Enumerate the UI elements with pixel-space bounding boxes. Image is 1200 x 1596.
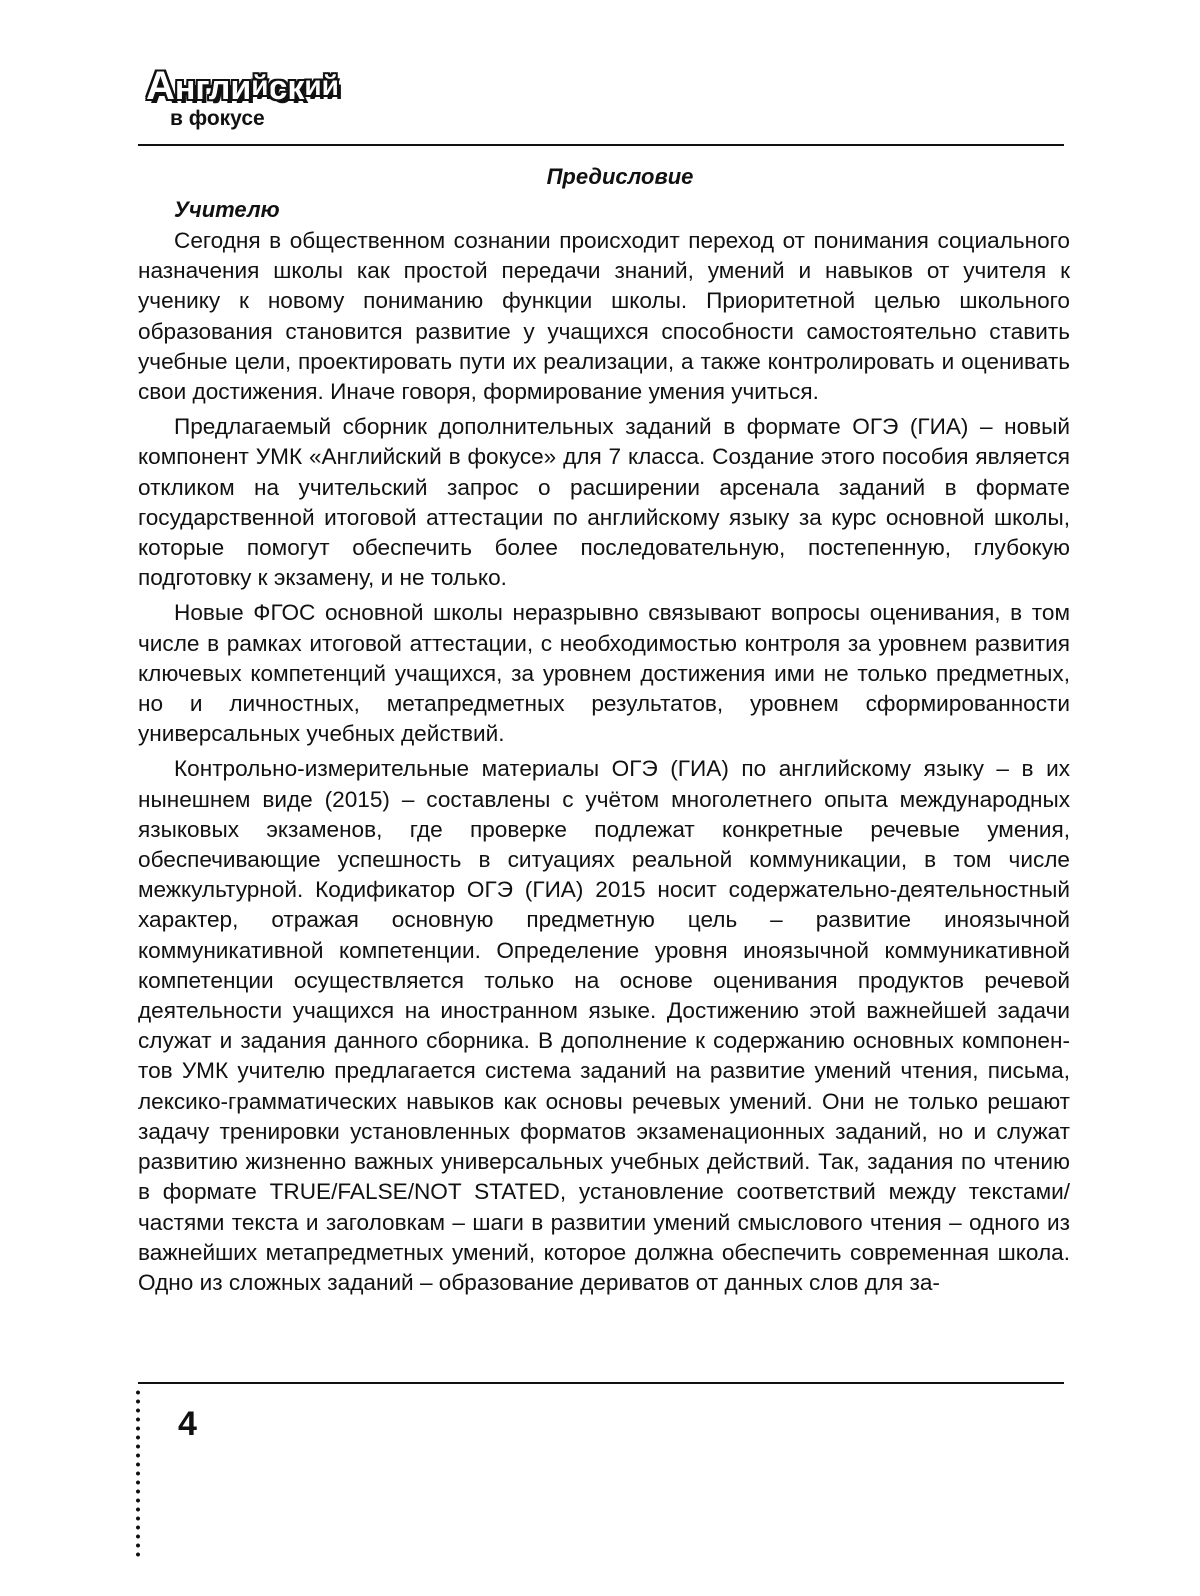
logo-subtitle: в фокусе — [170, 107, 265, 130]
paragraph-1: Сегодня в общественном сознании происходит переход от понимания социального назначения школы как простой передачи знаний, умений и навыков от учителя к ученику к новому пониманию функции школы. Приоритетной целью школьного образования становится развитие у учащихся способности самостоятельно ставить учебные цели, проектировать пути их реализации, а также контролировать и оценивать свои достижения. Иначе говоря, формирование умения учиться. — [138, 228, 1070, 405]
footer-rule — [138, 1382, 1064, 1384]
page-number: 4 — [178, 1405, 197, 1443]
section-addressee: Учителю — [174, 197, 280, 222]
logo-letter-a: А — [146, 64, 175, 108]
paragraph-2: Предлагаемый сборник дополнительных заданий в формате ОГЭ (ГИА) – новый компонент УМК «Английский в фокусе» для 7 класса. Создание этого пособия является откликом на учительский запрос о расширении арсенала заданий в формате государственной итоговой аттестации по английскому языку за курс основной школы, которые помогут обеспечить более последовательную, постепенную, глубокую подготовку к экзамену, и не только. — [138, 414, 1070, 591]
logo-letters-ngli: нгли — [174, 69, 252, 107]
page-content — [138, 160, 1070, 1298]
page-title: Предисловие — [546, 164, 694, 189]
series-logo — [146, 66, 346, 132]
paragraph-4: Контрольно-измерительные материалы ОГЭ (ГИА) по английскому языку – в их нынешнем виде (2015) – составлены с учётом многолетнего опыта международных языковых экзаменов, где проверке подлежат конкретные речевые умения, обеспечивающие успешность в ситуациях реальной коммуникации, в том числе межкультурной. Кодификатор ОГЭ (ГИА) 2015 носит содержательно-деятельностный характер, отражая основную предметную цель – развитие иноязычной коммуникативной компетенции. Определение уровня иноязычной коммуникативной компетенции осуществляется только на основе оценивания продуктов речевой деятельности учащихся на иностранном языке. Достижению этой важнейшей задачи служат и задания данного сборника. В дополнение к содержанию основных компонентов УМК учителю предлагается система заданий на развитие умений чтения, письма, лексико-грамматических навыков как основы речевых умений. Они не только решают задачу тренировки установленных форматов экзаменационных заданий, но и служат развитию жизненно важных универсальных учебных действий. Так, задания по чтению в формате TRUE/FALSE/NOT STATED, установление соответствий между текстами/частями текста и заголовкам – шаги в развитии умений смыслового чтения – одного из важнейших метапредметных умений, которое должна обеспечить современная школа. Одно из сложных заданий – образование дериватов от данных слов для за- — [138, 756, 1070, 1295]
paragraph-3: Новые ФГОС основной школы неразрывно связывают вопросы оценивания, в том числе в рамках итоговой аттестации, с необходимостью контроля за уровнем развития ключевых компетенций учащихся, за уровнем достижения ими не только предметных, но и личностных, метапредметных результатов, уровнем сформированности универсальных учебных действий. — [138, 600, 1070, 747]
logo-letter-y: й — [251, 70, 269, 101]
logo-letters-iy: ий — [304, 70, 339, 101]
header-rule — [138, 144, 1064, 146]
logo-title — [146, 66, 339, 106]
dotted-margin-line — [135, 1388, 141, 1558]
logo-letters-sk: ск — [268, 69, 305, 107]
